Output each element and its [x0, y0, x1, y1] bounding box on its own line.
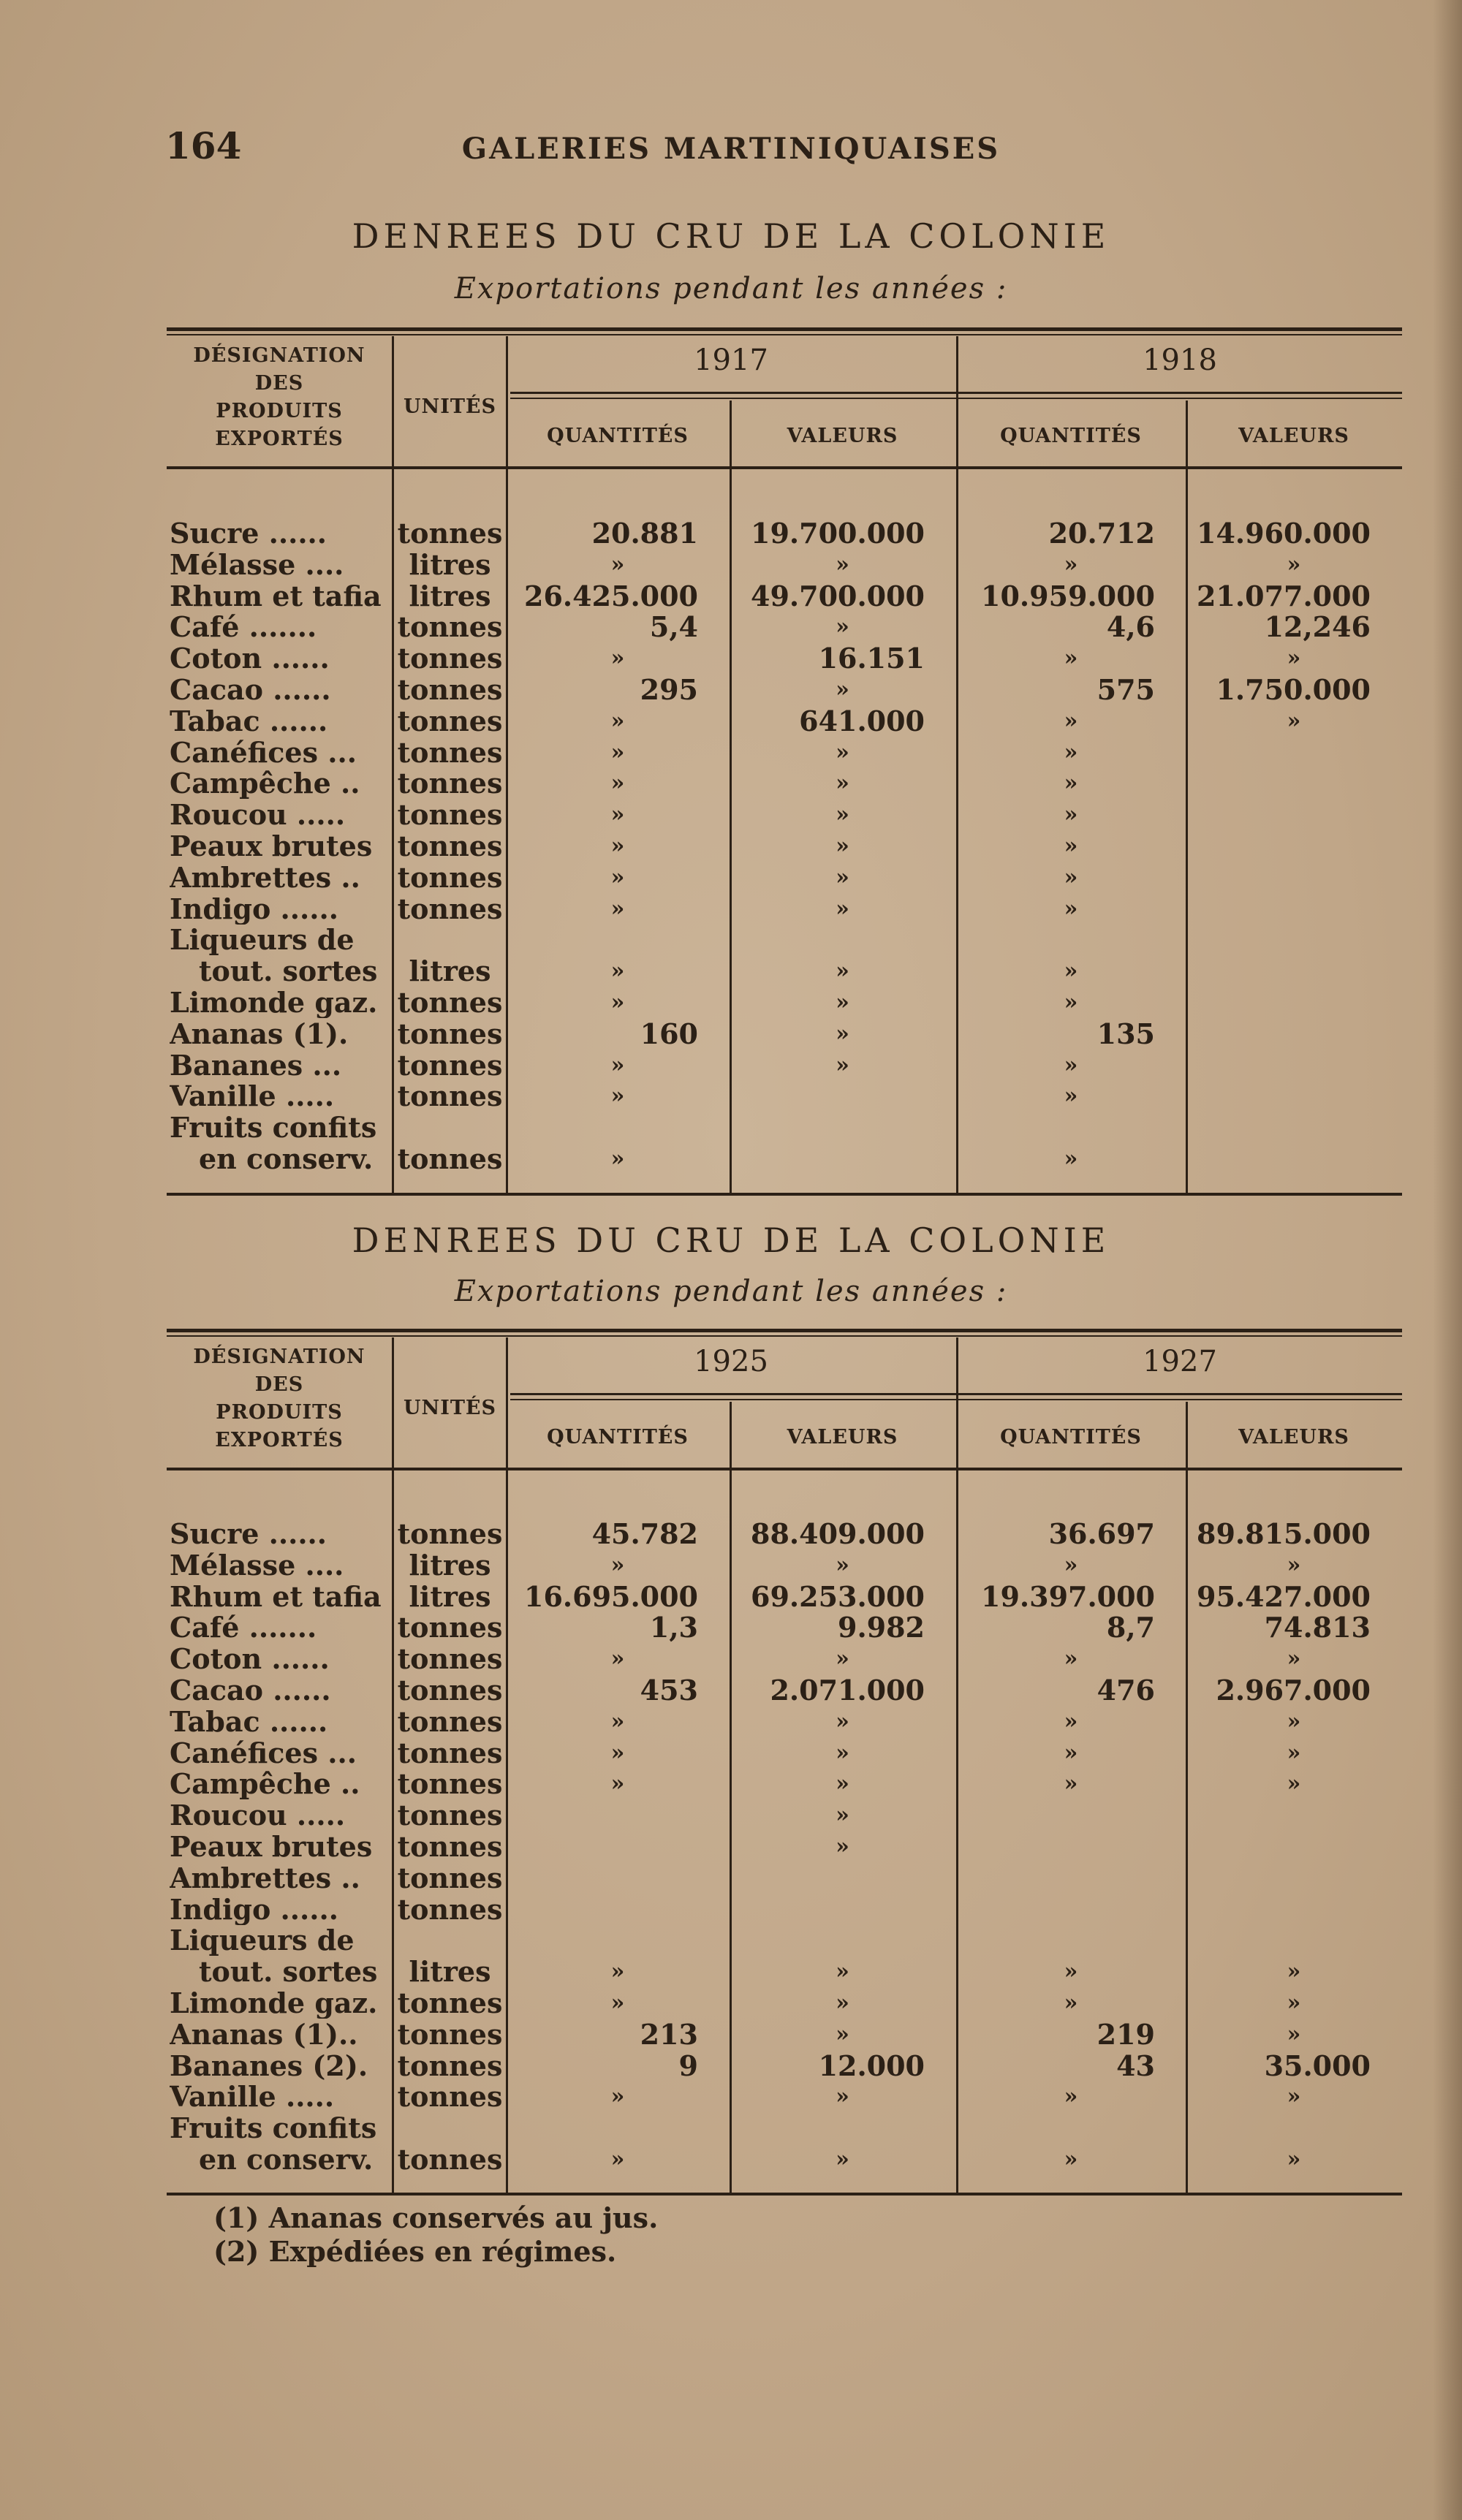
- value-cell: »: [1064, 1708, 1078, 1734]
- running-head: GALERIES MARTINIQUAISES: [461, 132, 1001, 166]
- section1-subtitle: Exportations pendant les années :: [454, 272, 1008, 305]
- table-row: [0, 1956, 1462, 1987]
- value-cell: 2.071.000: [770, 1674, 925, 1707]
- value-cell: 476: [1096, 1674, 1155, 1707]
- value-cell: 575: [1096, 673, 1155, 706]
- unit-cell: tonnes: [397, 1736, 503, 1769]
- header-designation: [170, 1343, 389, 1454]
- unit-cell: tonnes: [397, 1611, 503, 1644]
- header-unites: UNITÉS: [403, 395, 497, 418]
- value-cell: »: [1064, 958, 1078, 984]
- value-cell: 453: [640, 1674, 698, 1707]
- unit-cell: litres: [409, 579, 491, 612]
- table-row: [0, 1799, 1462, 1831]
- unit-cell: tonnes: [397, 735, 503, 769]
- product-name: Café .......: [170, 611, 317, 643]
- header-designation-line: DES: [254, 372, 304, 395]
- value-cell: »: [1287, 2084, 1301, 2110]
- value-cell: »: [1064, 707, 1078, 734]
- table-row: [0, 705, 1462, 737]
- unit-cell: tonnes: [397, 642, 503, 675]
- value-cell: »: [1064, 770, 1078, 797]
- value-cell: »: [836, 2147, 849, 2172]
- table-row: [0, 862, 1462, 893]
- unit-cell: tonnes: [397, 2017, 503, 2051]
- value-cell: »: [1287, 1990, 1301, 2016]
- value-cell: 16.151: [818, 642, 925, 675]
- value-cell: »: [1064, 1052, 1078, 1078]
- value-cell: 36.697: [1048, 1517, 1155, 1550]
- value-cell: »: [1064, 802, 1078, 828]
- table-row: [0, 549, 1462, 580]
- value-cell: »: [1287, 645, 1301, 672]
- header-designation: [170, 342, 389, 453]
- header-year-2: 1918: [1143, 344, 1217, 377]
- product-name: Ananas (1)..: [170, 2018, 358, 2050]
- unit-cell: tonnes: [397, 892, 503, 925]
- unit-cell: tonnes: [397, 830, 503, 862]
- unit-cell: tonnes: [397, 610, 503, 644]
- table-row: [0, 1112, 1462, 1143]
- product-name: Roucou .....: [170, 1799, 346, 1832]
- value-cell: »: [1064, 1739, 1078, 1766]
- product-name: Mélasse ....: [170, 1549, 344, 1581]
- value-cell: »: [1287, 1739, 1301, 1766]
- product-name: Vanille .....: [170, 2081, 335, 2113]
- value-cell: »: [610, 1552, 625, 1578]
- unit-cell: tonnes: [397, 1674, 503, 1707]
- value-cell: »: [610, 1708, 625, 1734]
- header-bottom-rule: [167, 1468, 1402, 1470]
- unit-cell: tonnes: [397, 1799, 503, 1832]
- value-cell: »: [836, 864, 849, 890]
- table-top-rule: [167, 1329, 1402, 1332]
- product-name: Coton ......: [170, 642, 330, 675]
- value-cell: 295: [640, 673, 698, 706]
- product-name: Fruits confits: [170, 2112, 377, 2144]
- table-row: [0, 830, 1462, 862]
- table-row: [0, 1831, 1462, 1862]
- header-valeurs-1: VALEURS: [787, 1426, 898, 1449]
- value-cell: »: [1064, 1083, 1078, 1109]
- table-row: [0, 1862, 1462, 1894]
- value-cell: 9: [678, 2049, 698, 2082]
- value-cell: »: [610, 645, 625, 672]
- product-name: tout. sortes: [199, 955, 378, 987]
- table-bottom-rule: [167, 2193, 1402, 2195]
- unit-cell: tonnes: [397, 767, 503, 800]
- product-name: Peaux brutes: [170, 830, 373, 862]
- value-cell: »: [1064, 1990, 1078, 2016]
- value-cell: »: [836, 1552, 849, 1578]
- product-name: en conserv.: [199, 2144, 374, 2175]
- value-cell: »: [1287, 2021, 1301, 2047]
- value-cell: »: [1064, 864, 1078, 890]
- header-valeurs-2: VALEURS: [1238, 425, 1349, 447]
- value-cell: »: [836, 990, 849, 1015]
- unit-cell: litres: [409, 1955, 491, 1989]
- table-row: [0, 1018, 1462, 1050]
- header-bottom-rule: [167, 466, 1402, 469]
- value-cell: »: [1064, 739, 1078, 765]
- header-year-2: 1927: [1143, 1345, 1217, 1378]
- value-cell: »: [836, 551, 849, 577]
- value-cell: »: [610, 739, 625, 765]
- value-cell: »: [610, 1990, 625, 2016]
- table-row: [0, 1768, 1462, 1799]
- table-row: [0, 517, 1462, 549]
- value-cell: 160: [640, 1017, 698, 1050]
- value-cell: »: [1287, 1771, 1301, 1797]
- product-name: Canéfices ...: [170, 1737, 357, 1769]
- value-cell: »: [836, 1739, 849, 1766]
- header-quantites-1: QUANTITÉS: [547, 1426, 689, 1449]
- product-name: Bananes (2).: [170, 2049, 368, 2081]
- footnotes: [213, 2201, 658, 2269]
- value-cell: »: [610, 1646, 625, 1672]
- value-cell: »: [610, 1146, 625, 1172]
- product-name: Indigo ......: [170, 1893, 338, 1925]
- header-designation-line: DÉSIGNATION: [193, 1346, 366, 1368]
- value-cell: »: [836, 1834, 849, 1859]
- product-name: Campêche ..: [170, 767, 360, 800]
- product-name: en conserv.: [199, 1143, 374, 1174]
- value-cell: »: [1064, 551, 1078, 577]
- page-number: 164: [165, 124, 242, 167]
- product-name: Cacao ......: [170, 674, 331, 705]
- value-cell: »: [836, 1646, 849, 1672]
- value-cell: »: [610, 707, 625, 734]
- value-cell: »: [610, 864, 625, 890]
- value-cell: »: [836, 1020, 849, 1047]
- value-cell: 213: [640, 2017, 698, 2051]
- value-cell: »: [836, 1959, 849, 1985]
- table-top-rule-thin: [167, 334, 1402, 335]
- value-cell: 16.695.000: [524, 1579, 698, 1613]
- value-cell: »: [610, 770, 625, 797]
- footnote-2: (2) Expédiées en régimes.: [213, 2235, 617, 2268]
- value-cell: »: [836, 833, 849, 859]
- product-name: Tabac ......: [170, 1705, 328, 1737]
- product-name: Canéfices ...: [170, 736, 357, 768]
- value-cell: »: [610, 958, 625, 984]
- unit-cell: tonnes: [397, 1830, 503, 1863]
- table-row: [0, 1612, 1462, 1643]
- product-name: Liqueurs de: [170, 924, 355, 956]
- table-row: [0, 1674, 1462, 1706]
- table-row: [0, 1894, 1462, 1925]
- product-name: Rhum et tafia: [170, 580, 382, 612]
- value-cell: »: [836, 2021, 849, 2047]
- value-cell: 20.881: [591, 517, 698, 550]
- value-cell: »: [1287, 1552, 1301, 1578]
- unit-cell: litres: [409, 1579, 491, 1613]
- value-cell: »: [1064, 1146, 1078, 1172]
- section2-title: DENREES DU CRU DE LA COLONIE: [352, 1221, 1110, 1260]
- value-cell: »: [1287, 551, 1301, 577]
- header-unites: UNITÉS: [403, 1397, 497, 1419]
- value-cell: »: [1064, 2084, 1078, 2110]
- table-row: [0, 2050, 1462, 2081]
- header-designation-line: DES: [254, 1373, 304, 1396]
- table-row: [0, 955, 1462, 987]
- table-row: [0, 767, 1462, 799]
- value-cell: »: [610, 2147, 625, 2172]
- value-cell: »: [610, 2084, 625, 2110]
- product-name: Ambrettes ..: [170, 1861, 360, 1894]
- header-designation-line: PRODUITS: [216, 1401, 343, 1424]
- product-name: Sucre ......: [170, 1518, 327, 1549]
- unit-cell: tonnes: [397, 2080, 503, 2114]
- table-row: [0, 2019, 1462, 2050]
- table-row: [0, 580, 1462, 612]
- unit-cell: tonnes: [397, 1704, 503, 1738]
- value-cell: 69.253.000: [751, 1579, 925, 1613]
- value-cell: 21.077.000: [1197, 579, 1371, 612]
- value-cell: »: [610, 1052, 625, 1078]
- table-row: [0, 1706, 1462, 1737]
- unit-cell: tonnes: [397, 2143, 503, 2176]
- footnote-1: (1) Ananas conservés au jus.: [213, 2201, 659, 2234]
- unit-cell: tonnes: [397, 1892, 503, 1926]
- value-cell: 12,246: [1264, 610, 1371, 644]
- unit-cell: tonnes: [397, 860, 503, 894]
- unit-cell: litres: [409, 1548, 491, 1582]
- value-cell: »: [836, 1052, 849, 1078]
- value-cell: »: [836, 1708, 849, 1734]
- table-row: [0, 1143, 1462, 1174]
- table-row: [0, 2081, 1462, 2112]
- table-row: [0, 2144, 1462, 2175]
- unit-cell: tonnes: [397, 798, 503, 832]
- value-cell: »: [1064, 833, 1078, 859]
- value-cell: »: [1064, 1646, 1078, 1672]
- product-name: Indigo ......: [170, 892, 338, 925]
- value-cell: 45.782: [591, 1517, 698, 1550]
- table-row: [0, 1080, 1462, 1112]
- product-name: Rhum et tafia: [170, 1580, 382, 1612]
- table-row: [0, 642, 1462, 674]
- unit-cell: tonnes: [397, 1079, 503, 1113]
- product-name: Café .......: [170, 1612, 317, 1644]
- product-name: Sucre ......: [170, 517, 327, 549]
- header-quantites-1: QUANTITÉS: [547, 425, 689, 447]
- value-cell: 19.700.000: [751, 517, 925, 550]
- table-row: [0, 1643, 1462, 1674]
- value-cell: »: [1064, 990, 1078, 1015]
- unit-cell: tonnes: [397, 1861, 503, 1894]
- unit-cell: tonnes: [397, 1142, 503, 1175]
- value-cell: »: [836, 770, 849, 797]
- unit-cell: tonnes: [397, 1642, 503, 1676]
- product-name: Tabac ......: [170, 705, 328, 737]
- value-cell: »: [1064, 895, 1078, 922]
- header-designation-line: PRODUITS: [216, 400, 343, 422]
- value-cell: »: [610, 1739, 625, 1766]
- value-cell: 219: [1096, 2017, 1155, 2051]
- value-cell: »: [836, 1802, 849, 1829]
- header-quantites-2: QUANTITÉS: [1000, 425, 1142, 447]
- value-cell: 35.000: [1264, 2049, 1371, 2082]
- value-cell: 12.000: [818, 2049, 925, 2082]
- table-row: [0, 2112, 1462, 2144]
- value-cell: »: [610, 833, 625, 859]
- unit-cell: tonnes: [397, 673, 503, 706]
- value-cell: »: [836, 895, 849, 922]
- value-cell: »: [610, 895, 625, 922]
- unit-cell: litres: [409, 955, 491, 988]
- header-designation-line: EXPORTÉS: [215, 428, 344, 450]
- table-row: [0, 1987, 1462, 2019]
- value-cell: »: [1064, 1771, 1078, 1797]
- value-cell: »: [610, 802, 625, 828]
- table-row: [0, 987, 1462, 1018]
- header-quantites-2: QUANTITÉS: [1000, 1426, 1142, 1449]
- product-name: Vanille .....: [170, 1080, 335, 1112]
- unit-cell: tonnes: [397, 1048, 503, 1082]
- unit-cell: tonnes: [397, 1017, 503, 1050]
- value-cell: 95.427.000: [1197, 1579, 1371, 1613]
- product-name: Ananas (1).: [170, 1017, 349, 1050]
- product-name: Fruits confits: [170, 1112, 377, 1144]
- table-row: [0, 1924, 1462, 1956]
- header-designation-line: DÉSIGNATION: [193, 344, 366, 367]
- product-name: Cacao ......: [170, 1674, 331, 1706]
- value-cell: »: [1064, 1959, 1078, 1985]
- header-valeurs-2: VALEURS: [1238, 1426, 1349, 1449]
- value-cell: »: [1287, 1646, 1301, 1672]
- product-name: Coton ......: [170, 1643, 330, 1675]
- unit-cell: tonnes: [397, 704, 503, 737]
- value-cell: 1,3: [649, 1611, 698, 1644]
- value-cell: »: [836, 802, 849, 828]
- product-name: Roucou .....: [170, 799, 346, 831]
- product-name: Limonde gaz.: [170, 987, 378, 1018]
- table-row: [0, 799, 1462, 830]
- unit-cell: tonnes: [397, 1767, 503, 1801]
- value-cell: »: [836, 1990, 849, 2016]
- value-cell: 43: [1116, 2049, 1155, 2082]
- value-cell: »: [1287, 2147, 1301, 2172]
- value-cell: 20.712: [1048, 517, 1155, 550]
- product-name: Liqueurs de: [170, 1924, 355, 1957]
- value-cell: »: [1064, 645, 1078, 672]
- table-bottom-rule: [167, 1193, 1402, 1196]
- value-cell: »: [610, 551, 625, 577]
- value-cell: »: [1064, 2147, 1078, 2172]
- value-cell: 5,4: [649, 610, 698, 644]
- value-cell: »: [836, 614, 849, 640]
- product-name: Limonde gaz.: [170, 1987, 378, 2019]
- value-cell: »: [836, 2084, 849, 2110]
- value-cell: 49.700.000: [751, 579, 925, 612]
- value-cell: »: [610, 1771, 625, 1797]
- table-row: [0, 1581, 1462, 1612]
- value-cell: 8,7: [1106, 1611, 1155, 1644]
- value-cell: 1.750.000: [1216, 673, 1371, 706]
- value-cell: 88.409.000: [751, 1517, 925, 1550]
- value-cell: »: [1287, 707, 1301, 734]
- product-name: Ambrettes ..: [170, 861, 360, 893]
- value-cell: »: [836, 1771, 849, 1797]
- table-row: [0, 1549, 1462, 1581]
- value-cell: »: [1287, 1708, 1301, 1734]
- product-name: Peaux brutes: [170, 1831, 373, 1862]
- table-row: [0, 737, 1462, 768]
- section2-subtitle: Exportations pendant les années :: [454, 1275, 1008, 1308]
- value-cell: 2.967.000: [1216, 1674, 1371, 1707]
- header-valeurs-1: VALEURS: [787, 425, 898, 447]
- table-row: [0, 1737, 1462, 1769]
- value-cell: 19.397.000: [981, 1579, 1155, 1613]
- value-cell: »: [610, 1083, 625, 1109]
- value-cell: 641.000: [799, 704, 925, 737]
- unit-cell: tonnes: [397, 986, 503, 1019]
- table-row: [0, 1518, 1462, 1549]
- product-name: tout. sortes: [199, 1956, 378, 1988]
- value-cell: 89.815.000: [1197, 1517, 1371, 1550]
- product-name: Mélasse ....: [170, 548, 344, 580]
- value-cell: »: [610, 990, 625, 1015]
- value-cell: »: [836, 677, 849, 702]
- value-cell: »: [836, 739, 849, 765]
- value-cell: 26.425.000: [524, 579, 698, 612]
- header-year-1: 1917: [694, 344, 768, 377]
- table-row: [0, 674, 1462, 705]
- table-row: [0, 924, 1462, 955]
- header-designation-line: EXPORTÉS: [215, 1429, 344, 1451]
- product-name: Campêche ..: [170, 1768, 360, 1800]
- value-cell: »: [836, 958, 849, 984]
- value-cell: 14.960.000: [1197, 517, 1371, 550]
- value-cell: 10.959.000: [981, 579, 1155, 612]
- unit-cell: tonnes: [397, 517, 503, 550]
- value-cell: 9.982: [838, 1611, 925, 1644]
- value-cell: 74.813: [1264, 1611, 1371, 1644]
- header-year-1: 1925: [694, 1345, 768, 1378]
- value-cell: »: [1064, 1552, 1078, 1578]
- unit-cell: tonnes: [397, 2049, 503, 2082]
- table-top-rule: [167, 327, 1402, 331]
- table-row: [0, 893, 1462, 925]
- table-row: [0, 1050, 1462, 1081]
- unit-cell: tonnes: [397, 1517, 503, 1550]
- unit-cell: tonnes: [397, 1986, 503, 2019]
- section1-title: DENREES DU CRU DE LA COLONIE: [352, 216, 1110, 256]
- value-cell: 135: [1096, 1017, 1155, 1050]
- product-name: Bananes ...: [170, 1049, 342, 1081]
- unit-cell: litres: [409, 547, 491, 581]
- value-cell: »: [610, 1959, 625, 1985]
- value-cell: 4,6: [1106, 610, 1155, 644]
- table-top-rule-thin: [167, 1335, 1402, 1337]
- table-row: [0, 611, 1462, 642]
- value-cell: »: [1287, 1959, 1301, 1985]
